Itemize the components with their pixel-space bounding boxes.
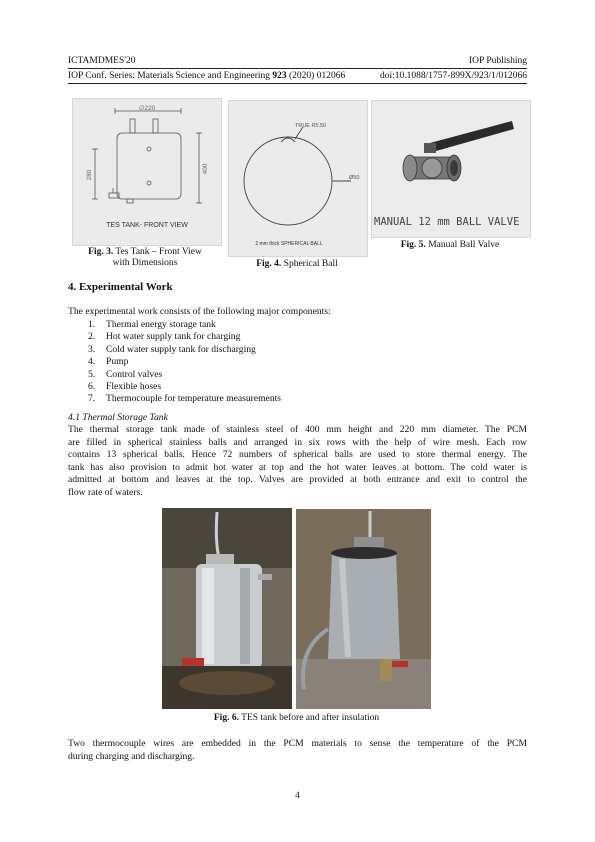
spherical-ball-drawing xyxy=(229,101,367,256)
fig3-drawing-title: TES TANK- FRONT VIEW xyxy=(106,222,188,229)
fig3-height-right-label: 400 xyxy=(202,163,209,175)
section-intro: The experimental work consists of the following major components: xyxy=(68,306,331,317)
component-item xyxy=(88,393,281,405)
doi: doi:10.1088/1757-899X/923/1/012066 xyxy=(380,71,527,81)
component-number: 7. xyxy=(88,393,96,405)
figure-6-caption xyxy=(162,713,431,724)
figure-3-caption xyxy=(64,247,226,269)
component-number: 5. xyxy=(88,368,96,380)
page-number: 4 xyxy=(295,791,300,801)
component-text: Cold water supply tank for discharging xyxy=(106,343,256,355)
fig4-radius-label: TRUE R5.50 xyxy=(295,123,327,129)
fig5-caption-label: Fig. 5. xyxy=(400,240,426,250)
component-number: 1. xyxy=(88,319,96,330)
component-item xyxy=(88,331,281,343)
paragraph-line: Two thermocouple wires are embedded in the PCM materials to sense the temperature of the PCM xyxy=(68,738,527,749)
component-item xyxy=(88,381,281,393)
tank-after-insulation-image xyxy=(296,509,431,709)
fig3-caption-text: Tes Tank – Front View xyxy=(113,247,202,257)
component-text: Thermal energy storage tank xyxy=(106,319,216,330)
fig4-caption-text: Spherical Ball xyxy=(281,259,338,269)
fig3-diameter-label: ∅220 xyxy=(138,105,156,112)
volume-number: 923 xyxy=(272,71,287,81)
paragraph-line: during charging and discharging. xyxy=(68,750,195,762)
fig4-bottom-label: 2 mm thick SPHERICAL BALL xyxy=(255,241,323,247)
component-number: 2. xyxy=(88,331,96,343)
figure-6-photo-after xyxy=(296,509,431,709)
tank-front-view-drawing xyxy=(73,99,221,245)
journal-series xyxy=(68,71,345,82)
figure-5-caption xyxy=(371,240,529,251)
paragraph-line: The thermal storage tank made of stainless steel of 400 mm height and 220 mm diameter. The PCM xyxy=(68,424,527,435)
paragraph-line: are filled in spherical stainless balls and arranged in six rows with the help of wire mesh. Each row xyxy=(68,436,527,448)
component-item xyxy=(88,319,281,331)
paragraph-line: tank has also provision to admit hot water at top and the hot water leaves at bottom. The cold water is xyxy=(68,461,527,473)
component-text: Hot water supply tank for charging xyxy=(106,331,241,343)
fig5-valve-label: MANUAL 12 mm BALL VALVE xyxy=(374,216,520,228)
paragraph-line: admitted at bottom and leaves at the top. Valves are provided at both entrance and exit to control the xyxy=(68,474,527,486)
component-text: Thermocouple for temperature measurements xyxy=(106,393,282,405)
component-number: 3. xyxy=(88,343,96,355)
ball-valve-drawing xyxy=(372,101,530,237)
figure-5-drawing xyxy=(371,100,531,238)
fig4-caption-label: Fig. 4. xyxy=(256,259,282,269)
component-item xyxy=(88,344,281,356)
fig4-diameter-label: Ø50 xyxy=(349,175,360,181)
section-heading: 4. Experimental Work xyxy=(68,281,173,293)
fig5-caption-text: Manual Ball Valve xyxy=(425,240,500,250)
tank-before-insulation-image xyxy=(162,508,292,709)
fig6-caption-label: Fig. 6. xyxy=(213,713,239,723)
component-item xyxy=(88,369,281,381)
header-rule-2 xyxy=(68,83,527,84)
publisher-name: IOP Publishing xyxy=(469,56,527,66)
components-list xyxy=(88,319,281,406)
component-item xyxy=(88,356,281,368)
component-text: Flexible hoses xyxy=(106,381,162,393)
fig3-caption-line2: with Dimensions xyxy=(112,258,178,268)
conference-name: ICTAMDMES'20 xyxy=(68,56,136,66)
figure-3-drawing xyxy=(72,98,222,246)
header-rule xyxy=(68,68,527,69)
fig3-caption-label: Fig. 3. xyxy=(88,247,114,257)
paragraph-line: contains 13 spherical balls. Hence 72 numbers of spherical balls are used to store thermal energy. The xyxy=(68,449,527,461)
figure-4-drawing xyxy=(228,100,368,257)
series-prefix: IOP Conf. Series: Materials Science and Engineering xyxy=(68,71,273,81)
figure-4-caption xyxy=(228,259,366,270)
fig3-height-left-label: 280 xyxy=(86,169,93,181)
thermal-tank-paragraph xyxy=(68,424,527,500)
figure-6-photo-before xyxy=(162,508,292,709)
paragraph-line: flow rate of waters. xyxy=(68,486,143,498)
subsection-heading: 4.1 Thermal Storage Tank xyxy=(68,412,168,423)
series-suffix: (2020) 012066 xyxy=(286,71,346,81)
component-text: Control valves xyxy=(106,368,163,380)
component-number: 4. xyxy=(88,356,96,368)
component-text: Pump xyxy=(106,356,129,368)
fig6-caption-text: TES tank before and after insulation xyxy=(238,713,380,723)
component-number: 6. xyxy=(88,381,96,393)
closing-paragraph xyxy=(68,738,527,763)
